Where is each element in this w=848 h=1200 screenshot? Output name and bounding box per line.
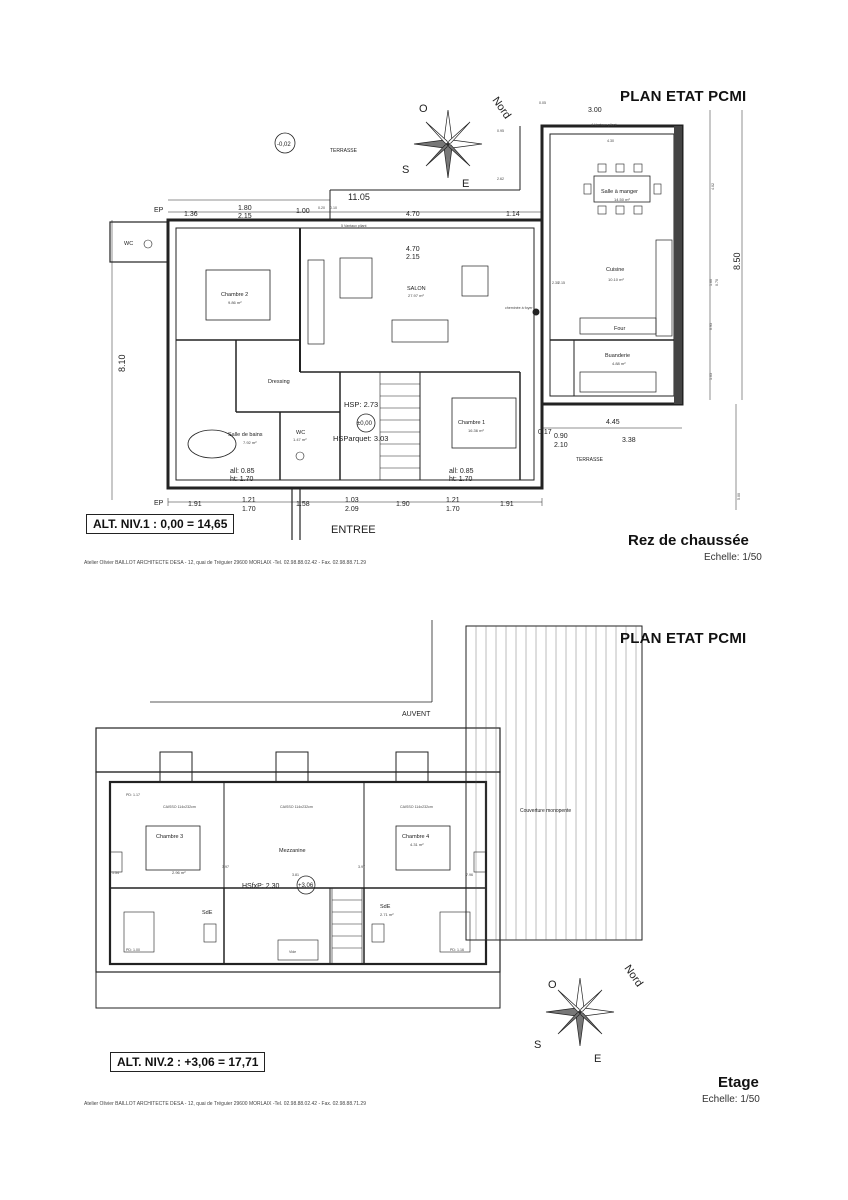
label-hsp-parquet: HSParquet: 3.03	[333, 434, 389, 443]
entrance-label: ENTREE	[331, 524, 376, 536]
room-salle-de-bains-area: 7.92 m²	[243, 440, 257, 445]
compass-south-upper: S	[534, 1039, 542, 1051]
dim-r-445: 4.45	[606, 419, 620, 426]
compass-south-ground: S	[402, 164, 410, 176]
label-vantaux-5: 5 Vantaux pliant	[341, 224, 367, 228]
dim-top-4: 1.00	[296, 208, 310, 215]
dim-ep-bottom: EP	[154, 500, 164, 507]
upper-level-name: Etage	[718, 1074, 759, 1091]
upper-altitude-box: ALT. NIV.2 : +3,06 = 17,71	[110, 1052, 265, 1072]
compass-west-upper: O	[548, 979, 557, 991]
upper-floor-labels	[112, 711, 571, 954]
label-hsp: HSP: 2.73	[344, 400, 379, 409]
dim-ext-430: 4.30	[607, 139, 614, 143]
room-chambre-1: Chambre 1	[458, 420, 486, 426]
ground-level-name: Rez de chaussée	[628, 532, 749, 549]
ground-floor-labels	[117, 101, 742, 536]
room-sde-right: SdE	[380, 904, 391, 910]
note-d5: 7.96	[466, 873, 473, 877]
ground-altitude-box: ALT. NIV.1 : 0,00 = 14,65	[86, 514, 234, 534]
window-note-left: all: 0.85	[230, 468, 255, 475]
compass-east-upper: E	[594, 1053, 602, 1065]
level-marker-upper: +3,06	[298, 883, 314, 889]
dim-top-6: 4.70	[406, 211, 420, 218]
room-salle-de-bains: Salle de bains	[228, 432, 263, 438]
upper-plan-title: PLAN ETAT PCMI	[620, 630, 747, 647]
compass-north-upper: Nord	[621, 962, 646, 990]
note-caisson-right: CAISSO 114x232cm	[400, 805, 433, 809]
dim-top-9: 0.10	[330, 206, 337, 210]
room-chambre-2: Chambre 2	[221, 292, 249, 298]
label-auvent: AUVENT	[402, 711, 431, 718]
note-pd-top: PD: 1.17	[126, 793, 140, 797]
compass-west-ground: O	[419, 103, 428, 115]
room-wc-exterior: WC	[124, 241, 134, 247]
room-chambre-3: Chambre 3	[156, 834, 184, 840]
room-mezzanine: Mezzanine	[279, 848, 306, 854]
upper-compass	[534, 963, 645, 1065]
dim-r-090: 0.90	[554, 433, 568, 440]
dim-b-158: 1.58	[296, 501, 310, 508]
label-cheminee: cheminée à foyer	[505, 306, 533, 310]
label-four: Four	[614, 326, 626, 332]
ground-plan-title: PLAN ETAT PCMI	[620, 88, 747, 105]
dim-mid-215: 2.15	[558, 281, 565, 285]
dim-right-850: 8.50	[732, 252, 742, 270]
note-d1: 1.54	[112, 871, 119, 875]
dim-ep-top: EP	[154, 207, 164, 214]
window-note-right: all: 0.85	[449, 468, 474, 475]
room-buanderie-area: 4.88 m²	[612, 361, 626, 366]
room-salle-a-manger: Salle à manger	[601, 189, 638, 195]
dim-right-093: 0.93	[709, 323, 713, 330]
label-vide: Vide	[289, 950, 297, 954]
dim-b-121b: 1.21	[446, 497, 460, 504]
dim-b-170b: 1.70	[446, 506, 460, 513]
note-pd-bottom-left: PD: 1.00	[126, 948, 140, 952]
terrace-north-label: TERRASSE	[330, 148, 357, 154]
dim-b-191b: 1.91	[500, 501, 514, 508]
room-wc: WC	[296, 430, 306, 436]
level-marker-ground: ±0,00	[357, 421, 372, 427]
room-salon: SALON	[407, 286, 426, 292]
compass-north-ground: Nord	[489, 94, 514, 122]
room-sde-right-area: 2.71 m²	[380, 912, 394, 917]
room-chambre-4-area: 4.31 m²	[410, 842, 424, 847]
dim-r-017: 0.17	[538, 429, 552, 436]
note-d4: 3.97	[358, 865, 365, 869]
label-hsfxp: HSfxP: 2.30	[242, 883, 280, 890]
label-vantaux-4: 4 Vantaux pliant	[591, 123, 617, 127]
dim-left-810: 8.10	[117, 354, 127, 372]
note-caisson-left: CAISSO 114x232cm	[163, 805, 196, 809]
compass-east-ground: E	[462, 178, 470, 190]
room-chambre-4: Chambre 4	[402, 834, 430, 840]
dim-r-210: 2.10	[554, 442, 568, 449]
dim-b-170: 1.70	[242, 506, 256, 513]
room-salle-a-manger-area: 14.50 m²	[614, 197, 630, 202]
dim-salon-a: 4.70	[406, 246, 420, 253]
dim-b-209: 2.09	[345, 506, 359, 513]
dim-right-500: 5.00	[737, 493, 741, 500]
label-couverture: Couverture monopente	[520, 808, 572, 814]
ground-credit: Atelier Olivier BAILLOT ARCHITECTE DESA - 12, quai de Tréguier 29600 MORLAIX -Tel. 02.98.88.02.42 - Fax. 02.98.88.71.29	[84, 560, 366, 566]
dim-right-070: 0.70	[715, 279, 719, 286]
note-d2: 3.97	[222, 865, 229, 869]
room-dressing: Dressing	[268, 379, 290, 385]
window-note-right-line-2: ht: 1.70	[449, 476, 473, 483]
upper-credit: Atelier Olivier BAILLOT ARCHITECTE DESA - 12, quai de Tréguier 29600 MORLAIX -Tel. 02.98.88.02.42 - Fax. 02.98.88.71.29	[84, 1101, 366, 1107]
upper-scale: Echelle: 1/50	[702, 1094, 760, 1105]
dim-mid-230: 2.30	[552, 281, 559, 285]
dim-b-191: 1.91	[188, 501, 202, 508]
dim-ext-300: 3.00	[588, 107, 602, 114]
dim-b-190: 1.90	[396, 501, 410, 508]
dim-top-2: 1.80	[238, 205, 252, 212]
room-chambre-1-area: 16.36 m²	[468, 428, 484, 433]
dim-ext-005: 0.05	[539, 101, 546, 105]
dim-v-095: 0.95	[497, 129, 504, 133]
svg-text:all: 0.85ht: 1.70	[230, 468, 255, 483]
dim-r-338: 3.38	[622, 437, 636, 444]
dim-v-262: 2.62	[497, 177, 504, 181]
ground-scale: Echelle: 1/50	[704, 552, 762, 563]
dim-b-103: 1.03	[345, 497, 359, 504]
dim-top-3: 2.15	[238, 213, 252, 220]
room-sde-left: SdE	[202, 910, 213, 916]
room-cuisine: Cuisine	[606, 267, 625, 273]
room-cuisine-area: 10.10 m²	[608, 277, 624, 282]
ground-floor-plan	[110, 110, 742, 540]
room-chambre-3-area: 2.96 m²	[172, 870, 186, 875]
room-salon-area: 27.97 m²	[408, 293, 424, 298]
room-chambre-2-area: 9.86 m²	[228, 300, 242, 305]
terrace-south-label: TERRASSE	[576, 457, 603, 463]
svg-text:all: 0.85ht: 1.70	[449, 468, 474, 483]
note-d3: 3.81	[292, 873, 299, 877]
upper-floor-plan	[96, 620, 642, 1008]
note-caisson-mid: CAISSO 114x232cm	[280, 805, 313, 809]
dim-right-402: 4.02	[711, 183, 715, 190]
dim-b-121: 1.21	[242, 497, 256, 504]
ground-compass	[402, 95, 513, 190]
dim-top-5: 11.05	[348, 192, 370, 202]
dim-salon-b: 2.15	[406, 254, 420, 261]
dim-right-160: 1.60	[709, 279, 713, 286]
note-pd-bottom-right: PD: 1.16	[450, 948, 464, 952]
dim-top-1: 1.36	[184, 211, 198, 218]
room-buanderie: Buanderie	[605, 353, 631, 359]
window-note-left-line-2: ht: 1.70	[230, 476, 254, 483]
room-wc-area: 1.47 m²	[293, 437, 307, 442]
dim-top-8: 0.20	[318, 206, 325, 210]
terrace-level-marker: -0,02	[277, 142, 291, 148]
dim-right-103: 1.03	[709, 373, 713, 380]
dim-top-7: 1.14	[506, 211, 520, 218]
